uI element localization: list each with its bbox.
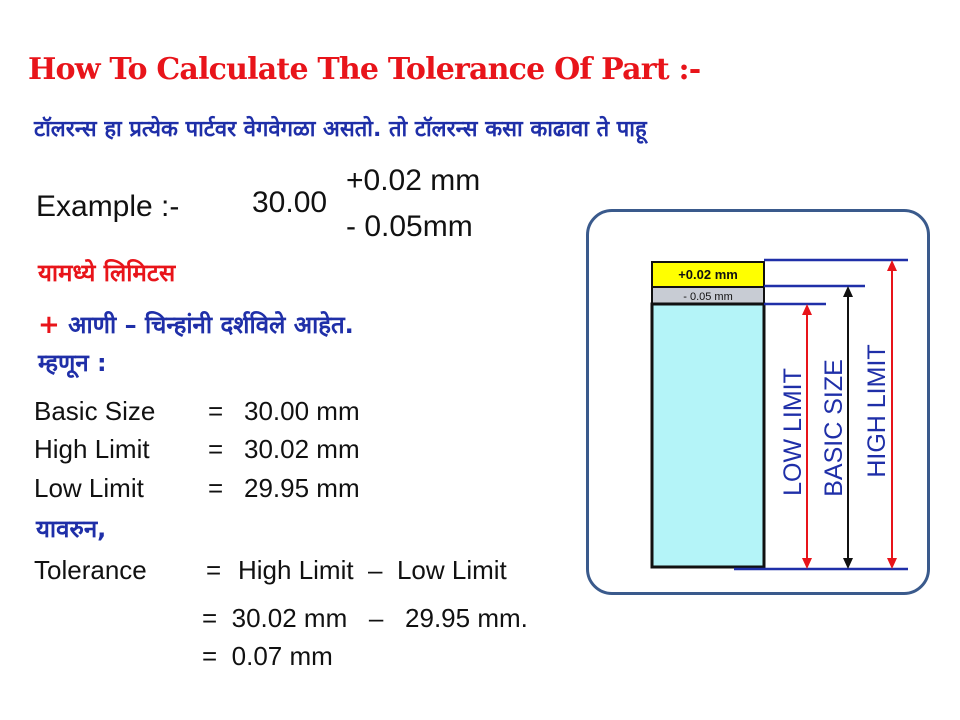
high-limit-label: High Limit bbox=[34, 434, 150, 464]
tolerance-eq: = bbox=[206, 555, 222, 585]
minus-tolerance-label: - 0.05 mm bbox=[683, 291, 733, 303]
high-limit-text: HIGH LIMIT bbox=[863, 344, 891, 478]
example-label: Example :- bbox=[36, 190, 180, 223]
low-limit-label: Low Limit bbox=[34, 473, 144, 503]
signs-text: आणी – चिन्हांनी दर्शविले आहेत. bbox=[59, 311, 354, 339]
example-nominal: 30.00 bbox=[252, 186, 328, 219]
basic-size-text: BASIC SIZE bbox=[820, 359, 848, 497]
example-minus-tolerance: - 0.05mm bbox=[346, 210, 473, 243]
page-title: How To Calculate The Tolerance Of Part :- bbox=[28, 52, 701, 87]
part-body bbox=[652, 304, 764, 567]
low-limit-text: LOW LIMIT bbox=[779, 368, 807, 496]
basic-size-eq: = bbox=[208, 396, 224, 426]
tolerance-label: Tolerance bbox=[34, 555, 147, 585]
tolerance-result: = 0.07 mm bbox=[202, 641, 333, 671]
example-plus-tolerance: +0.02 mm bbox=[346, 164, 481, 197]
subtitle-marathi: टॉलरन्स हा प्रत्येक पार्टवर वेगवेगळा असतो. तो टॉलरन्स कसा काढावा ते पाहू bbox=[34, 117, 647, 142]
limits-heading: यामध्ये लिमिटस bbox=[38, 259, 176, 287]
hence-label: यावरुन, bbox=[36, 515, 107, 543]
high-limit-eq: = bbox=[208, 434, 224, 464]
plus-sign: + bbox=[38, 310, 60, 340]
therefore-label: म्हणून : bbox=[38, 349, 107, 377]
tolerance-formula: High Limit – Low Limit bbox=[238, 555, 507, 585]
low-limit-value: 29.95 mm bbox=[244, 473, 360, 503]
low-limit-eq: = bbox=[208, 473, 224, 503]
basic-size-value: 30.00 mm bbox=[244, 396, 360, 426]
tolerance-calculation: = 30.02 mm – 29.95 mm. bbox=[202, 603, 528, 633]
high-limit-value: 30.02 mm bbox=[244, 434, 360, 464]
plus-tolerance-label: +0.02 mm bbox=[678, 267, 738, 282]
basic-size-label: Basic Size bbox=[34, 396, 156, 426]
